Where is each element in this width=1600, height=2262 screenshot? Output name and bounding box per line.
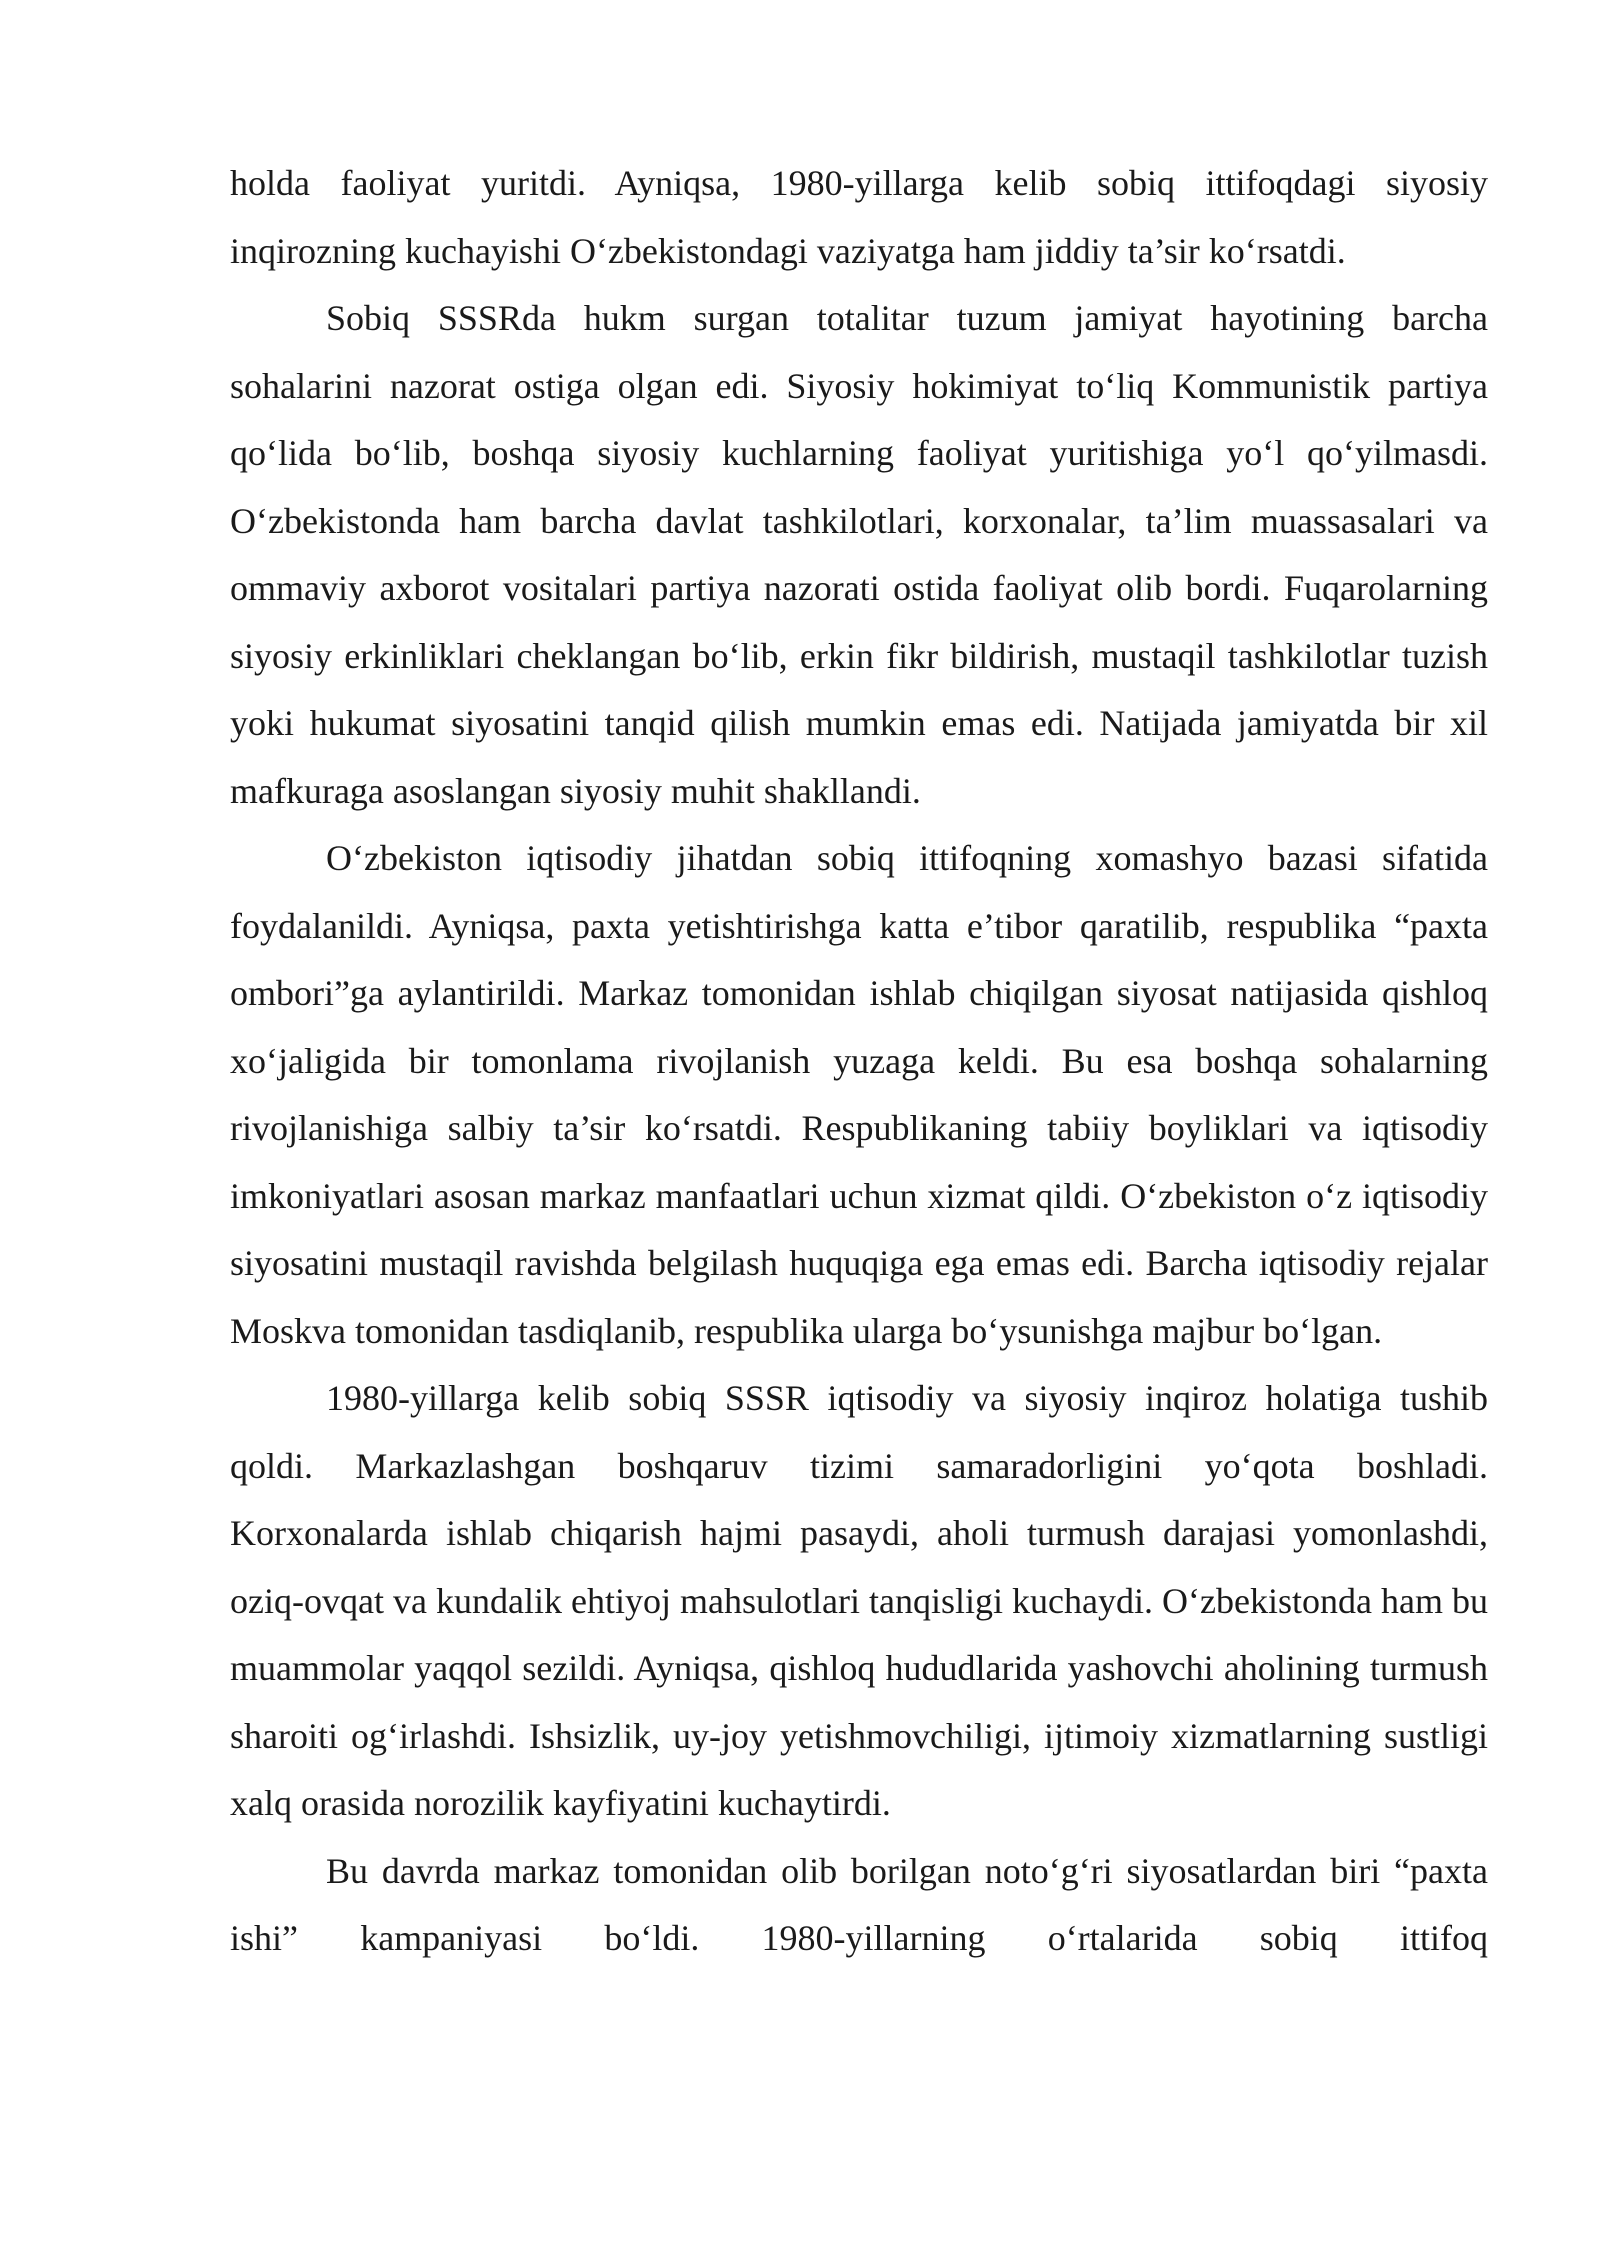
paragraph-continuation: holda faoliyat yuritdi. Ayniqsa, 1980-yillarga kelib sobiq ittifoqdagi siyosiy inqirozning kuchayishi O‘zbekistondagi vaziyatga ham jiddiy ta’sir ko‘rsatdi. xyxy=(230,163,1488,271)
document-body xyxy=(230,150,1488,1973)
paragraph-crisis-1980s: 1980-yillarga kelib sobiq SSSR iqtisodiy va siyosiy inqiroz holatiga tushib qoldi. Markazlashgan boshqaruv tizimi samaradorligini yo‘qota boshladi. Korxonalarda ishlab chiqarish hajmi pasaydi, aholi turmush darajasi yomonlashdi, oziq-ovqat va kundalik ehtiyoj mahsulotlari tanqisligi kuchaydi. O‘zbekistonda ham bu muammolar yaqqol sezildi. Ayniqsa, qishloq hududlarida yashovchi aholining turmush sharoiti og‘irlashdi. Ishsizlik, uy-joy yetishmovchiligi, ijtimoiy xizmatlarning sustligi xalq orasida norozilik kayfiyatini kuchaytirdi. xyxy=(230,1378,1488,1823)
paragraph-economic-dependence: O‘zbekiston iqtisodiy jihatdan sobiq ittifoqning xomashyo bazasi sifatida foydalanildi. Ayniqsa, paxta yetishtirishga katta e’tibor qaratilib, respublika “paxta ombori”ga aylantirildi. Markaz tomonidan ishlab chiqilgan siyosat natijasida qishloq xo‘jaligida bir tomonlama rivojlanish yuzaga keldi. Bu esa boshqa sohalarning rivojlanishiga salbiy ta’sir ko‘rsatdi. Respublikaning tabiiy boyliklari va iqtisodiy imkoniyatlari asosan markaz manfaatlari uchun xizmat qildi. O‘zbekiston o‘z iqtisodiy siyosatini mustaqil ravishda belgilash huquqiga ega emas edi. Barcha iqtisodiy rejalar Moskva tomonidan tasdiqlanib, respublika ularga bo‘ysunishga majbur bo‘lgan. xyxy=(230,838,1488,1351)
paragraph-totalitarian-regime: Sobiq SSSRda hukm surgan totalitar tuzum jamiyat hayotining barcha sohalarini nazorat ostiga olgan edi. Siyosiy hokimiyat to‘liq Kommunistik partiya qo‘lida bo‘lib, boshqa siyosiy kuchlarning faoliyat yuritishiga yo‘l qo‘yilmasdi. O‘zbekistonda ham barcha davlat tashkilotlari, korxonalar, ta’lim muassasalari va ommaviy axborot vositalari partiya nazorati ostida faoliyat olib bordi. Fuqarolarning siyosiy erkinliklari cheklangan bo‘lib, erkin fikr bildirish, mustaqil tashkilotlar tuzish yoki hukumat siyosatini tanqid qilish mumkin emas edi. Natijada jamiyatda bir xil mafkuraga asoslangan siyosiy muhit shakllandi. xyxy=(230,298,1488,811)
paragraph-cotton-affair: Bu davrda markaz tomonidan olib borilgan noto‘g‘ri siyosatlardan biri “paxta ishi” kampaniyasi bo‘ldi. 1980-yillarning o‘rtalarida sobiq ittifoq xyxy=(230,1850,1488,1958)
